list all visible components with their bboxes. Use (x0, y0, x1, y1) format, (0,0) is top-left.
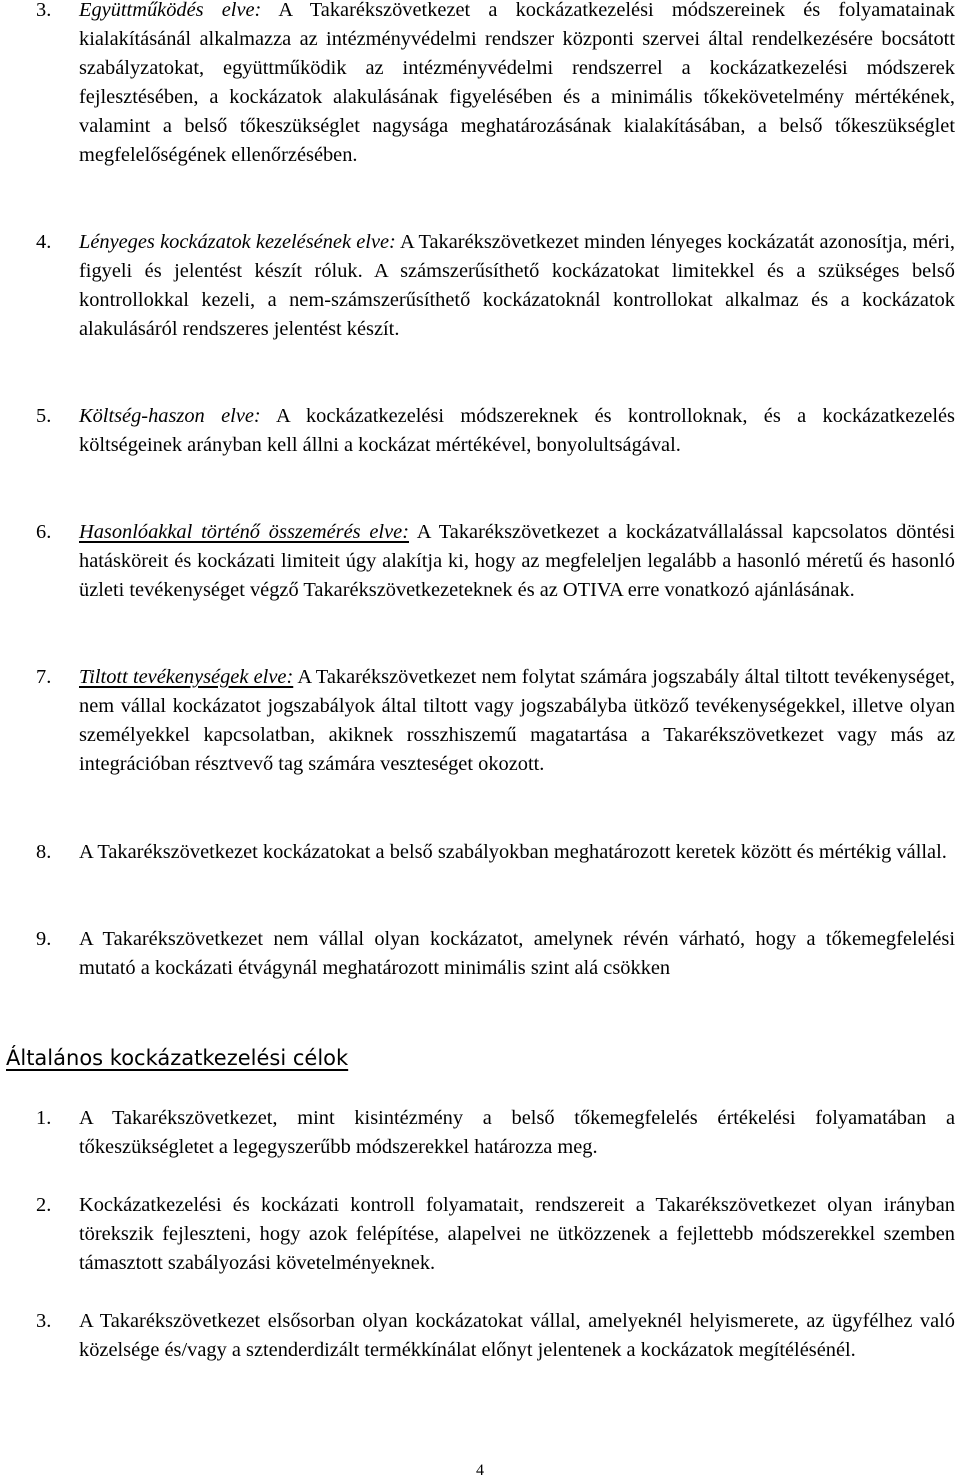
item-text: A Takarékszövetkezet a kockázatkezelési módszereinek és folyamatainak kialakításánál alkalmazza az intézményvédelmi rendszer központi szervei által rendelkezésére bocsátott szabályzatokat, együttműködik az intézményvédelmi rendszerrel a kockázatkezelési módszerek fejlesztésében, a kockázatok alakulásának figyelésében és a minimális tőkekövetelmény mértékének, valamint a belső tőkeszükséglet nagysága meghatározásának kialakításában, a belső tőkeszükséglet megfelelőségének ellenőrzésében. (79, 0, 955, 166)
item-number: 3. (36, 1310, 52, 1332)
item-paragraph (79, 925, 955, 983)
item-text: Kockázatkezelési és kockázati kontroll folyamatait, rendszereit a Takarékszövetkezet olyan irányban törekszik fejleszteni, hogy azok felépítése, alapelvei ne ütközzenek a fejlettebb módszerekkel szemben támasztott szabályozási követelményeknek. (79, 1194, 955, 1274)
item-lead: Együttműködés elve: (79, 0, 262, 21)
page-number: 4 (476, 1462, 484, 1479)
item-paragraph (79, 0, 955, 170)
item-number: 5. (36, 405, 52, 427)
item-text: A Takarékszövetkezet a kockázatvállalással kapcsolatos döntési hatásköreit és kockázati limiteit úgy alakítja ki, hogy az megfeleljen legalább a hasonló méretű és hasonló üzleti tevékenységet végző Takarékszövetkezeteknek és az OTIVA erre vonatkozó ajánlásának. (79, 521, 955, 601)
item-number: 8. (36, 841, 52, 863)
list-item (36, 518, 955, 605)
item-text: A Takarékszövetkezet kockázatokat a belső szabályokban meghatározott keretek között és mértékig vállal. (79, 841, 947, 863)
item-text: A Takarékszövetkezet elsősorban olyan kockázatokat vállal, amelyeknél helyismerete, az ügyfélhez való közelsége és/vagy a sztenderdizált termékkínálat előnyt jelentenek a kockázatok megítélésénél. (79, 1310, 955, 1361)
list-item (36, 838, 955, 867)
list-item (36, 402, 955, 460)
item-paragraph (79, 402, 955, 460)
item-number: 1. (36, 1107, 52, 1129)
item-text: A Takarékszövetkezet minden lényeges kockázatát azonosítja, méri, figyeli és jelentést készít róluk. A számszerűsíthető kockázatokat limitekkel és a szükséges belső kontrollokkal kezeli, a nem-számszerűsíthető kockázatoknál kontrollokat alkalmaz és a kockázatok alakulásáról rendszeres jelentést készít. (79, 231, 955, 340)
item-paragraph (79, 1307, 955, 1365)
item-text: A kockázatkezelési módszereknek és kontrolloknak, és a kockázatkezelés költségeinek arányban kell állni a kockázat mértékével, bonyolultságával. (79, 405, 955, 456)
list-item (36, 1307, 955, 1365)
item-number: 3. (36, 0, 52, 21)
item-number: 2. (36, 1194, 52, 1216)
item-number: 7. (36, 666, 52, 688)
list-item (36, 228, 955, 344)
item-text: A Takarékszövetkezet, mint kisintézmény a belső tőkemegfelelés értékelési folyamatában a tőkeszükségletet a legegyszerűbb módszerekkel határozza meg. (79, 1107, 955, 1158)
list-item (36, 1104, 955, 1162)
item-lead: Tiltott tevékenységek elve: (79, 666, 294, 688)
item-paragraph (79, 1104, 955, 1162)
item-text: A Takarékszövetkezet nem vállal olyan kockázatot, amelynek révén várható, hogy a tőkemegfelelési mutató a kockázati étvágynál meghatározott minimális szint alá csökken (79, 928, 955, 979)
list-item (36, 663, 955, 779)
list-item (36, 0, 955, 170)
item-paragraph (79, 663, 955, 779)
item-paragraph (79, 838, 955, 867)
section-title: Általános kockázatkezelési célok (6, 1046, 349, 1070)
item-text: A Takarékszövetkezet nem folytat számára jogszabály által tiltott tevékenységet, nem vállal kockázatot jogszabályok által tiltott vagy jogszabályba ütköző tevékenységekkel, illetve olyan személyekkel kapcsolatban, akiknek rosszhiszemű magatartása a Takarékszövetkezet vagy más az integrációban résztvevő tag számára veszteséget okozott. (79, 666, 956, 775)
item-lead: Hasonlóakkal történő összemérés elve: (79, 521, 409, 543)
item-paragraph (79, 518, 955, 605)
item-lead: Lényeges kockázatok kezelésének elve: (79, 231, 396, 253)
list-item (36, 1191, 955, 1278)
item-number: 9. (36, 928, 52, 950)
item-number: 6. (36, 521, 52, 543)
item-paragraph (79, 228, 955, 344)
item-paragraph (79, 1191, 955, 1278)
item-lead: Költség-haszon elve: (79, 405, 261, 427)
list-item (36, 925, 955, 983)
item-number: 4. (36, 231, 52, 253)
